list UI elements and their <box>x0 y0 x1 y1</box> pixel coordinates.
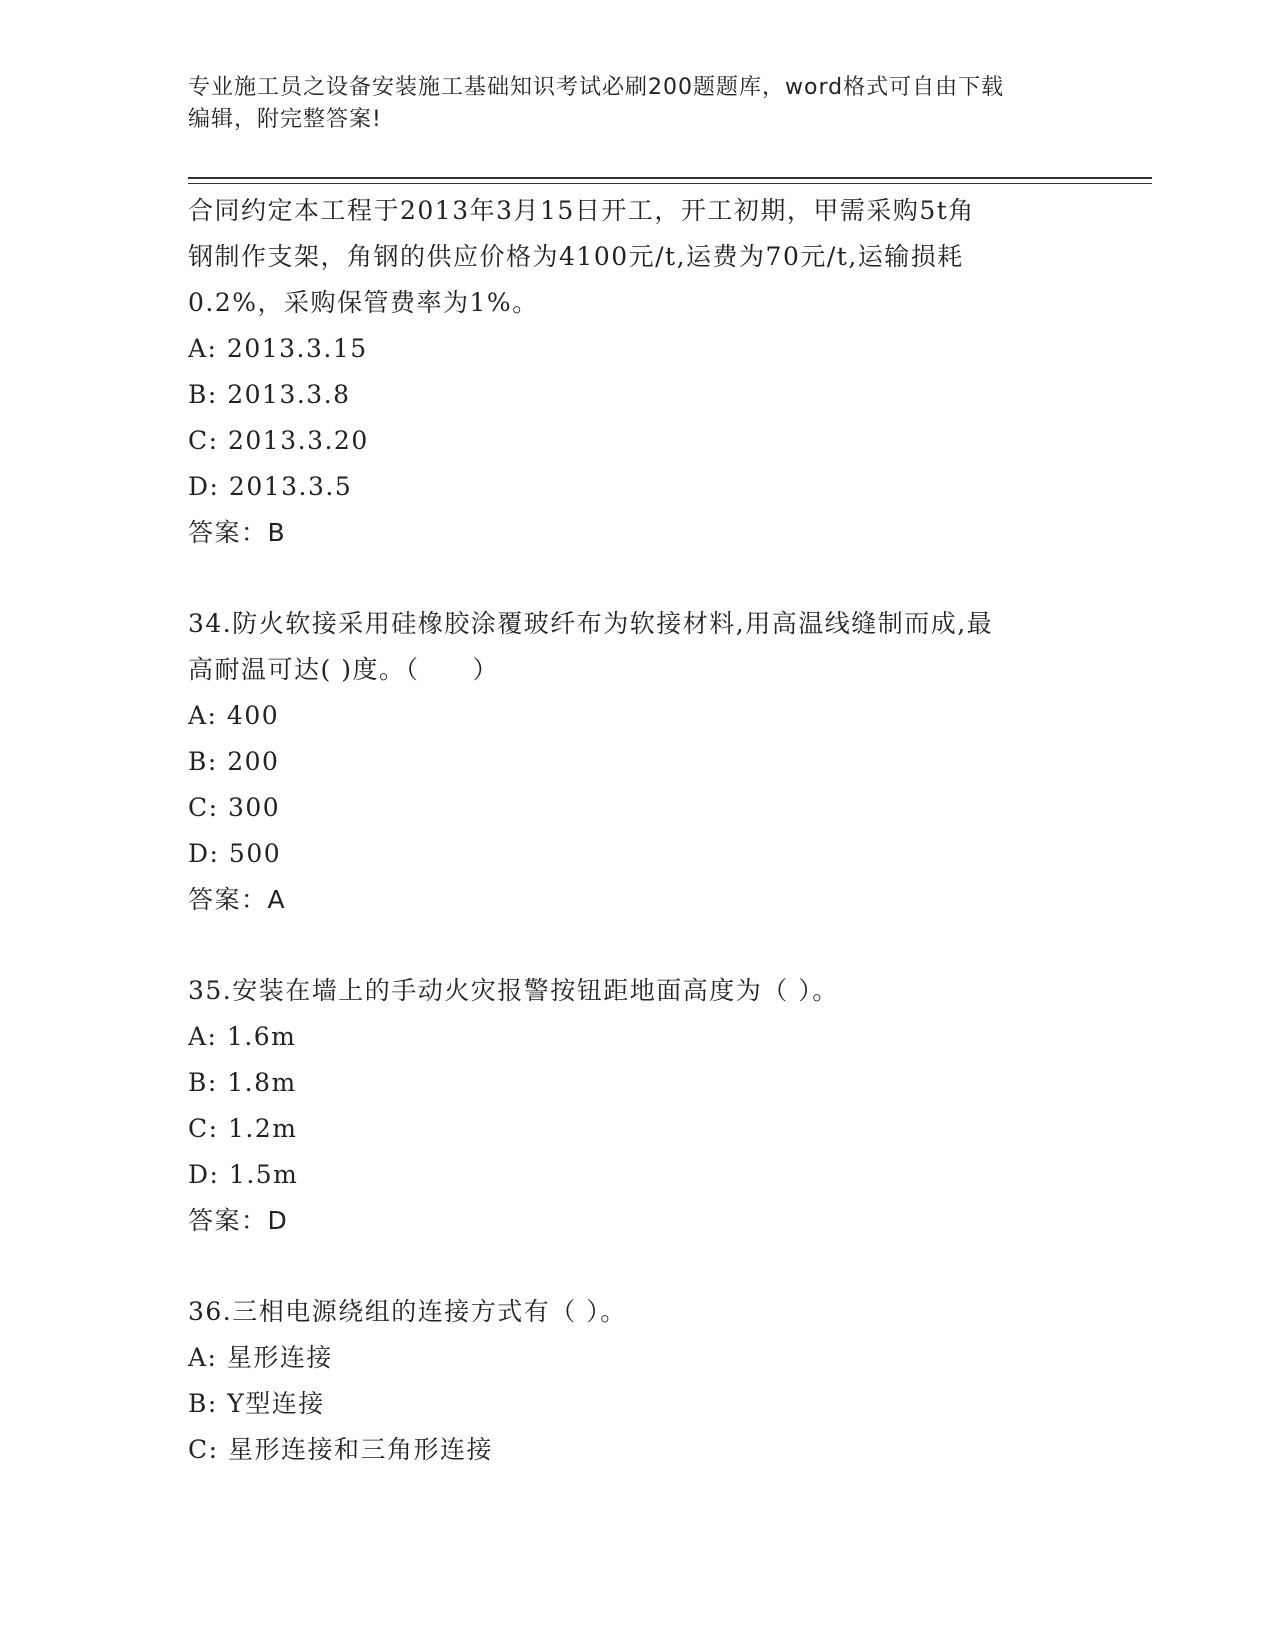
option-d: D: 1.5m <box>188 1160 299 1189</box>
question-stem-line: 钢制作支架，角钢的供应价格为4100元/t,运费为70元/t,运输损耗 <box>188 242 964 271</box>
answer-label: 答案：A <box>188 885 287 914</box>
answer-label: 答案：B <box>188 518 287 547</box>
question-35 <box>188 968 1088 1244</box>
option-d: D: 2013.3.5 <box>188 472 353 501</box>
option-b: B: 1.8m <box>188 1068 297 1097</box>
option-b: B: 2013.3.8 <box>188 380 351 409</box>
spacer <box>188 556 1088 601</box>
option-c: C: 1.2m <box>188 1114 298 1143</box>
question-stem-line: 合同约定本工程于2013年3月15日开工，开工初期，甲需采购5t角 <box>188 196 975 225</box>
question-stem-line: 34.防火软接采用硅橡胶涂覆玻纤布为软接材料,用高温线缝制而成,最 <box>188 609 994 638</box>
question-36 <box>188 1289 1088 1473</box>
spacer <box>188 923 1088 968</box>
header-divider-thin <box>188 183 1152 184</box>
header-line-2: 编辑，附完整答案! <box>188 107 382 132</box>
question-34 <box>188 601 1088 923</box>
question-stem-line: 0.2%，采购保管费率为1%。 <box>188 288 539 317</box>
question-list <box>188 188 1088 1473</box>
question-33 <box>188 188 1088 556</box>
question-stem-line: 36.三相电源绕组的连接方式有（ ）。 <box>188 1297 627 1326</box>
option-a: A: 1.6m <box>188 1022 297 1051</box>
spacer <box>188 1244 1088 1289</box>
option-c: C: 星形连接和三角形连接 <box>188 1435 493 1464</box>
option-a: A: 星形连接 <box>188 1343 333 1372</box>
document-header <box>188 72 1068 136</box>
option-d: D: 500 <box>188 839 282 868</box>
option-a: A: 400 <box>188 701 280 730</box>
option-a: A: 2013.3.15 <box>188 334 368 363</box>
option-c: C: 300 <box>188 793 281 822</box>
option-b: B: 200 <box>188 747 280 776</box>
header-line-1: 专业施工员之设备安装施工基础知识考试必刷200题题库，word格式可自由下载 <box>188 75 1005 100</box>
question-stem-line: 高耐温可达( )度。（ ） <box>188 655 499 684</box>
option-c: C: 2013.3.20 <box>188 426 369 455</box>
question-stem-line: 35.安装在墙上的手动火灾报警按钮距地面高度为（ ）。 <box>188 976 839 1005</box>
header-divider-thick <box>188 177 1152 179</box>
answer-label: 答案：D <box>188 1206 289 1235</box>
option-b: B: Y型连接 <box>188 1389 325 1418</box>
